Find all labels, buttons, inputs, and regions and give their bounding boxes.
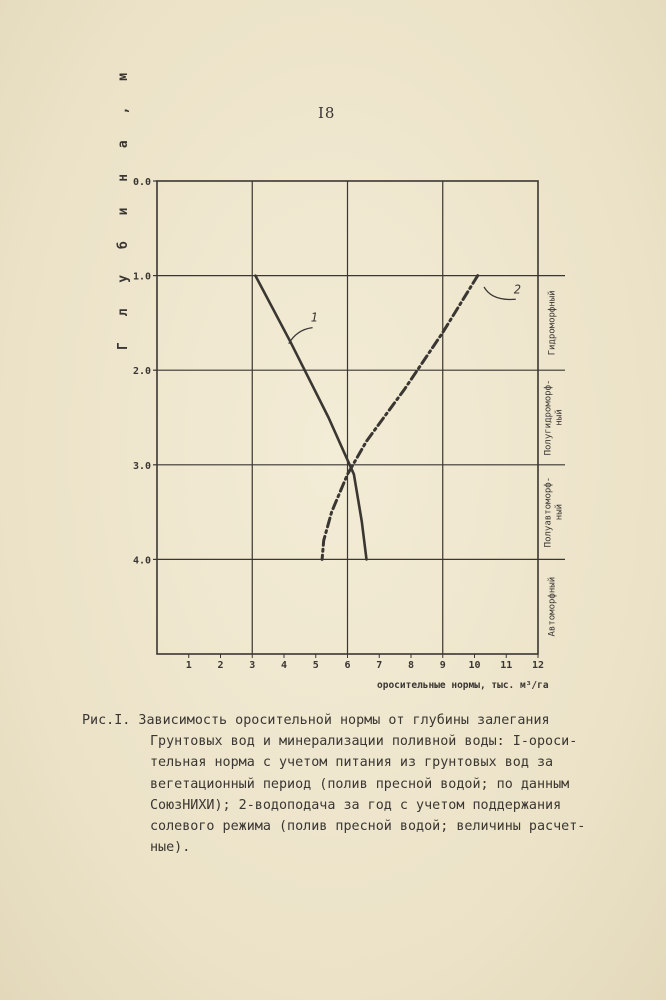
caption-line: тельная норма с учетом питания из грунтовых вод за — [150, 755, 554, 771]
series-label-2: 2 — [513, 282, 522, 297]
series-label-1: 1 — [310, 310, 318, 325]
series-leader-2 — [484, 287, 516, 300]
zone-label: Гидроморфный — [547, 290, 558, 356]
y-tick-label: 1.0 — [132, 271, 151, 283]
x-tick-label: 7 — [376, 660, 383, 671]
zone-label: Автоморфный — [547, 576, 558, 637]
x-axis-label: оросительные нормы, тыс. м³/га — [377, 680, 549, 691]
x-tick-label: 2 — [217, 660, 224, 671]
x-tick-label: 11 — [500, 660, 513, 671]
caption-line: вегетационный период (полив пресной водой; по данным — [150, 776, 570, 792]
page-number: I8 — [318, 104, 336, 122]
zone-label: Полуавтоморф-ный — [543, 476, 565, 548]
x-tick-label: 6 — [344, 660, 351, 671]
zone-label: Полугидроморф-ный — [543, 379, 565, 456]
series-leader-1 — [289, 328, 313, 344]
y-tick-label: 4.0 — [132, 555, 151, 567]
x-tick-label: 3 — [249, 660, 256, 671]
x-tick-label: 12 — [531, 660, 545, 671]
y-tick-label: 2.0 — [132, 366, 151, 378]
series-line-2 — [322, 276, 478, 560]
y-tick-label: 0.0 — [132, 177, 151, 188]
caption-line: ные). — [150, 840, 191, 856]
x-tick-label: 5 — [312, 660, 319, 671]
x-tick-label: 10 — [468, 660, 481, 671]
y-tick-label: 3.0 — [132, 460, 151, 472]
x-tick-label: 9 — [439, 660, 446, 671]
y-axis-label: Г л у б и н а , м — [116, 63, 131, 350]
x-tick-label: 4 — [280, 660, 288, 671]
caption-line: Грунтовых вод и минерализации поливной воды: I-ороси- — [150, 734, 578, 750]
figure-caption — [82, 710, 622, 858]
x-tick-label: 8 — [407, 660, 415, 671]
caption-line: Рис.I. Зависимость оросительной нормы от глубины залегания — [82, 713, 550, 728]
caption-line: солевого режима (полив пресной водой; величины расчет- — [150, 819, 586, 835]
x-tick-label: 1 — [185, 660, 192, 671]
caption-line: СоюзНИХИ); 2-водоподача за год с учетом поддержания — [150, 797, 562, 813]
